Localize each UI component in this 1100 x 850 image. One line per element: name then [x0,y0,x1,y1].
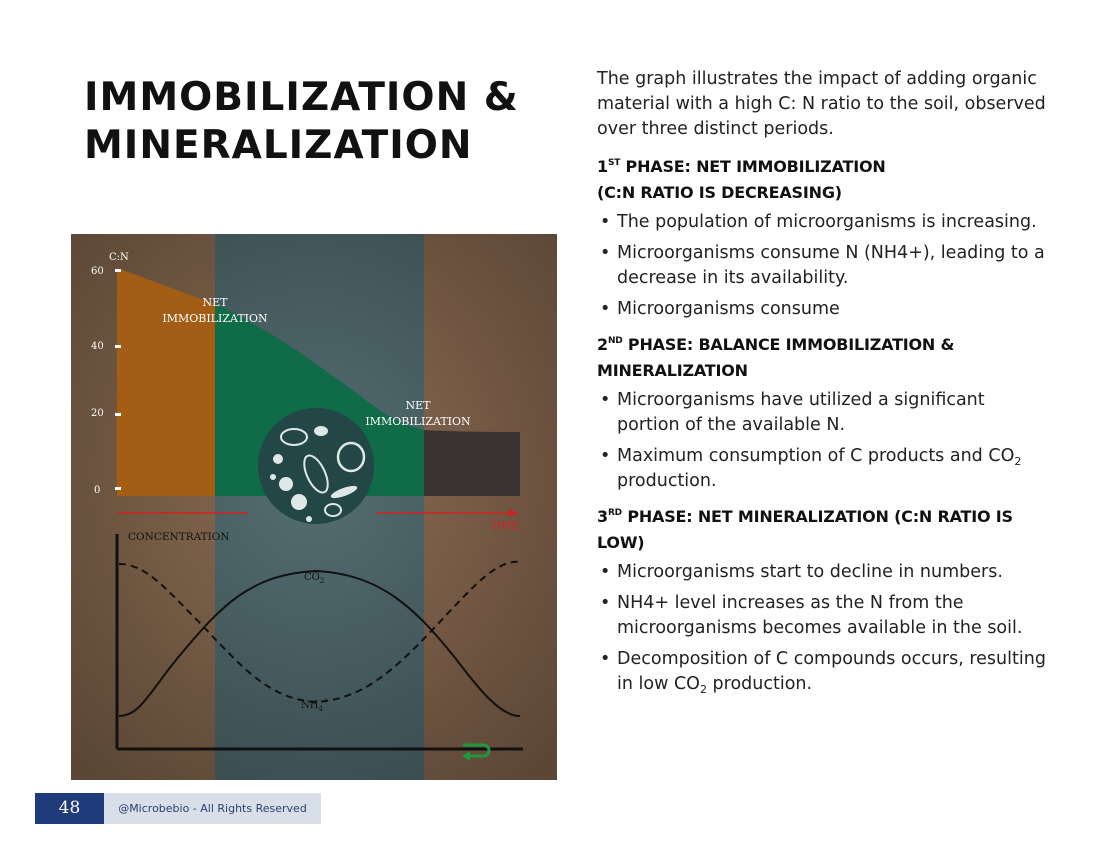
immobilization-mineralization-figure [71,234,557,780]
phase-3-suffix: RD [607,508,622,518]
nh4-label-sup: + [322,697,329,705]
phase-2-title: PHASE: BALANCE IMMOBILIZATION & [622,335,955,354]
phase-3-title: PHASE: NET MINERALIZATION (C:N RATIO IS LOW) [597,507,1013,552]
time-label: TIME [490,521,519,532]
page-title-line-2: MINERALIZATION [84,123,473,168]
microbe-cell [279,477,293,491]
phase-2-heading-line-2: MINERALIZATION [597,361,748,380]
phase-2-bullets [597,388,1047,494]
net-immob-2-line-b: IMMOBILIZATION [365,415,471,428]
bullet-text: Maximum consumption of C products and CO [617,446,1015,466]
nh4-label-main: NH [301,700,319,711]
intro-paragraph: The graph illustrates the impact of adding organic material with a high C: N ratio to the soil, observed over three distinct periods. [597,69,1046,139]
bullet: • Microorganisms start to decline in numbers. [597,560,1047,585]
cn-label-text [109,252,129,263]
phase-1-bullets [597,210,1047,322]
phase-2-number: 2 [597,335,608,354]
bullet: • Microorganisms consume N (NH4+), leading to a decrease in its availability. [597,241,1047,291]
phase3-area [424,430,520,496]
bullet: • The population of microorganisms is increasing. [597,210,1047,235]
microbe-cell [270,474,276,480]
figure-graphic [71,234,557,780]
phase-1-heading-line-2: (C:N RATIO IS DECREASING) [597,183,842,202]
phase-3-heading-line-1 [597,504,1047,556]
phase-1-title: PHASE: NET IMMOBILIZATION [620,157,886,176]
net-immob-2-line-a: NET [405,399,431,412]
tick-0: 0 [94,485,101,496]
bullet: • NH4+ level increases as the N from the microorganisms becomes available in the soil. [597,591,1047,641]
phase-3-bullets [597,560,1047,697]
net-immob-1-line-b: IMMOBILIZATION [162,312,268,325]
tick-mark-60 [115,269,121,272]
tick-20: 20 [91,408,104,419]
phase-2-heading [597,332,1047,384]
phase-2-suffix: ND [607,336,623,346]
phase-3-number: 3 [597,507,608,526]
phase-3-heading [597,504,1047,556]
bullet-subscript: 2 [699,683,707,696]
microbe-cell [291,494,307,510]
microbe-cell [306,516,312,522]
bullet-text-end: production. [617,471,717,491]
microorganism-illustration [258,408,374,524]
microbe-circle [258,408,374,524]
explanation-panel [597,67,1047,707]
co2-label-sub: 2 [319,577,325,585]
tick-mark-20 [115,413,121,416]
tick-60: 60 [91,266,104,277]
cn-label: C:N [109,252,129,263]
bullet-subscript: 2 [1014,455,1022,468]
phase1-area [117,268,215,496]
page-title [84,74,544,170]
tick-40: 40 [91,341,104,352]
phase-1-heading [597,154,1047,206]
phase-1-number: 1 [597,157,608,176]
bullet-text: Decomposition of C compounds occurs, resulting in low CO [617,649,1046,694]
page-number: 48 [35,793,104,824]
phase-1-heading-line-1 [597,154,1047,180]
bullet-text-end: production. [706,674,813,694]
phase-1-suffix: ST [607,158,621,168]
microbe-cell [273,454,283,464]
tick-mark-40 [115,345,121,348]
bullet [597,647,1047,697]
page-title-line-1: IMMOBILIZATION & [84,75,519,120]
bullet [597,444,1047,494]
net-immob-1-line-a: NET [202,296,228,309]
bullet: • Microorganisms consume [597,297,1047,322]
microbe-cell [314,426,328,436]
copyright-notice: @Microbebio - All Rights Reserved [104,793,321,824]
bullet: • Microorganisms have utilized a significant portion of the available N. [597,388,1047,438]
nh4-label-sub: 4 [318,705,323,713]
co2-label-main: CO [304,572,320,583]
phase-2-heading-line-1 [597,332,1047,358]
tick-mark-0 [115,487,121,490]
concentration-label: CONCENTRATION [128,531,230,543]
